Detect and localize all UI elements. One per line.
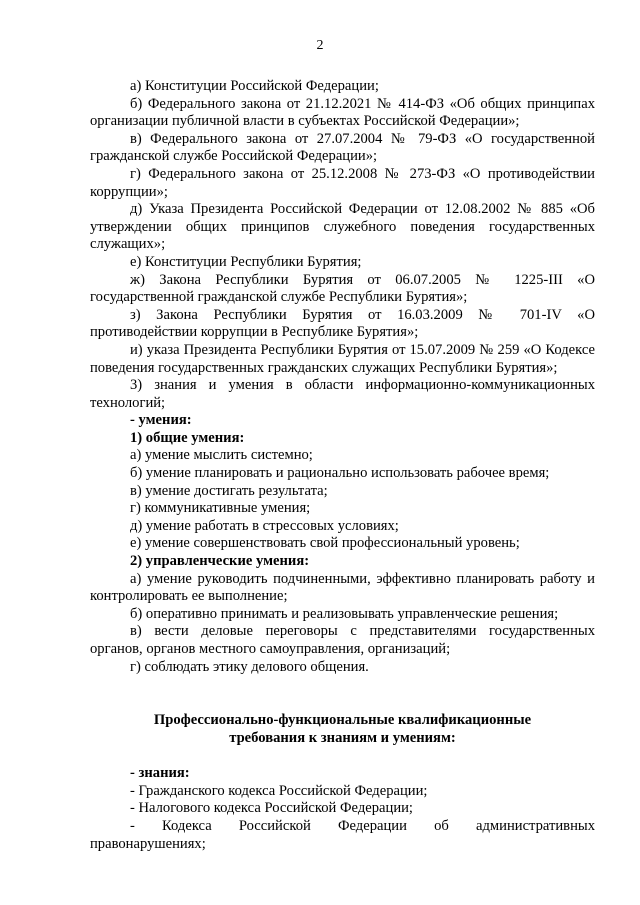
paragraph: е) умение совершенствовать свой профессиональный уровень; xyxy=(130,535,520,552)
knowledge-list xyxy=(90,765,595,853)
paragraph: з) Закона Республики Бурятия от 16.03.2009 № 701-IV «О противодействии коррупции в Республике Бурятия»; xyxy=(90,306,595,341)
paragraph: а) умение руководить подчиненными, эффективно планировать работу и контролировать ее выполнение; xyxy=(90,570,595,605)
paragraph: 1) общие умения: xyxy=(130,429,245,446)
paragraph: 3) знания и умения в области информационно-коммуникационных технологий; xyxy=(90,377,595,411)
paragraph: е) Конституции Республики Бурятия; xyxy=(130,253,362,270)
paragraph: в) Федерального закона от 27.07.2004 № 79-ФЗ «О государственной гражданской службе Российской Федерации»; xyxy=(90,130,595,165)
paragraph: - знания: xyxy=(130,765,190,782)
document-body xyxy=(90,78,595,853)
paragraph: в) умение достигать результата; xyxy=(130,482,328,499)
paragraph: 2) управленческие умения: xyxy=(130,553,310,570)
section-heading-line-1: Профессионально-функциональные квалификационные xyxy=(153,712,532,729)
requirements-list xyxy=(90,78,595,676)
paragraph: а) умение мыслить системно; xyxy=(130,447,313,464)
paragraph: б) умение планировать и рационально использовать рабочее время; xyxy=(130,465,550,482)
paragraph: г) соблюдать этику делового общения. xyxy=(130,658,369,675)
paragraph: д) умение работать в стрессовых условиях; xyxy=(130,517,399,534)
paragraph: г) коммуникативные умения; xyxy=(130,500,311,517)
paragraph: - Налогового кодекса Российской Федерации; xyxy=(130,800,413,817)
paragraph: и) указа Президента Республики Бурятия от 15.07.2009 № 259 «О Кодексе поведения государственных гражданских служащих Республики Бурятия»; xyxy=(90,341,595,376)
paragraph: ж) Закона Республики Бурятия от 06.07.2005 № 1225-III «О государственной гражданской службе Республики Бурятия»; xyxy=(90,271,595,306)
paragraph: а) Конституции Российской Федерации; xyxy=(130,78,379,94)
paragraph: - Гражданского кодекса Российской Федерации; xyxy=(130,782,428,799)
paragraph: б) оперативно принимать и реализовывать управленческие решения; xyxy=(130,605,559,622)
paragraph: г) Федерального закона от 25.12.2008 № 273-ФЗ «О противодействии коррупции»; xyxy=(90,165,595,200)
paragraph: - Кодекса Российской Федерации об административных правонарушениях; xyxy=(90,817,595,852)
paragraph: д) Указа Президента Российской Федерации от 12.08.2002 № 885 «Об утверждении общих принципов служебного поведения государственных служащих»; xyxy=(90,201,595,253)
section-heading-line-2: требования к знаниям и умениям: xyxy=(229,730,456,747)
page-number: 2 xyxy=(316,38,324,53)
paragraph: б) Федерального закона от 21.12.2021 № 414-ФЗ «Об общих принципах организации публичной власти в субъектах Российской Федерации»; xyxy=(90,95,595,130)
paragraph: в) вести деловые переговоры с представителями государственных органов, органов местного самоуправления, организаций; xyxy=(90,623,595,657)
section-heading xyxy=(90,711,595,747)
heading-spacer xyxy=(90,747,595,765)
paragraph: - умения: xyxy=(130,412,192,429)
